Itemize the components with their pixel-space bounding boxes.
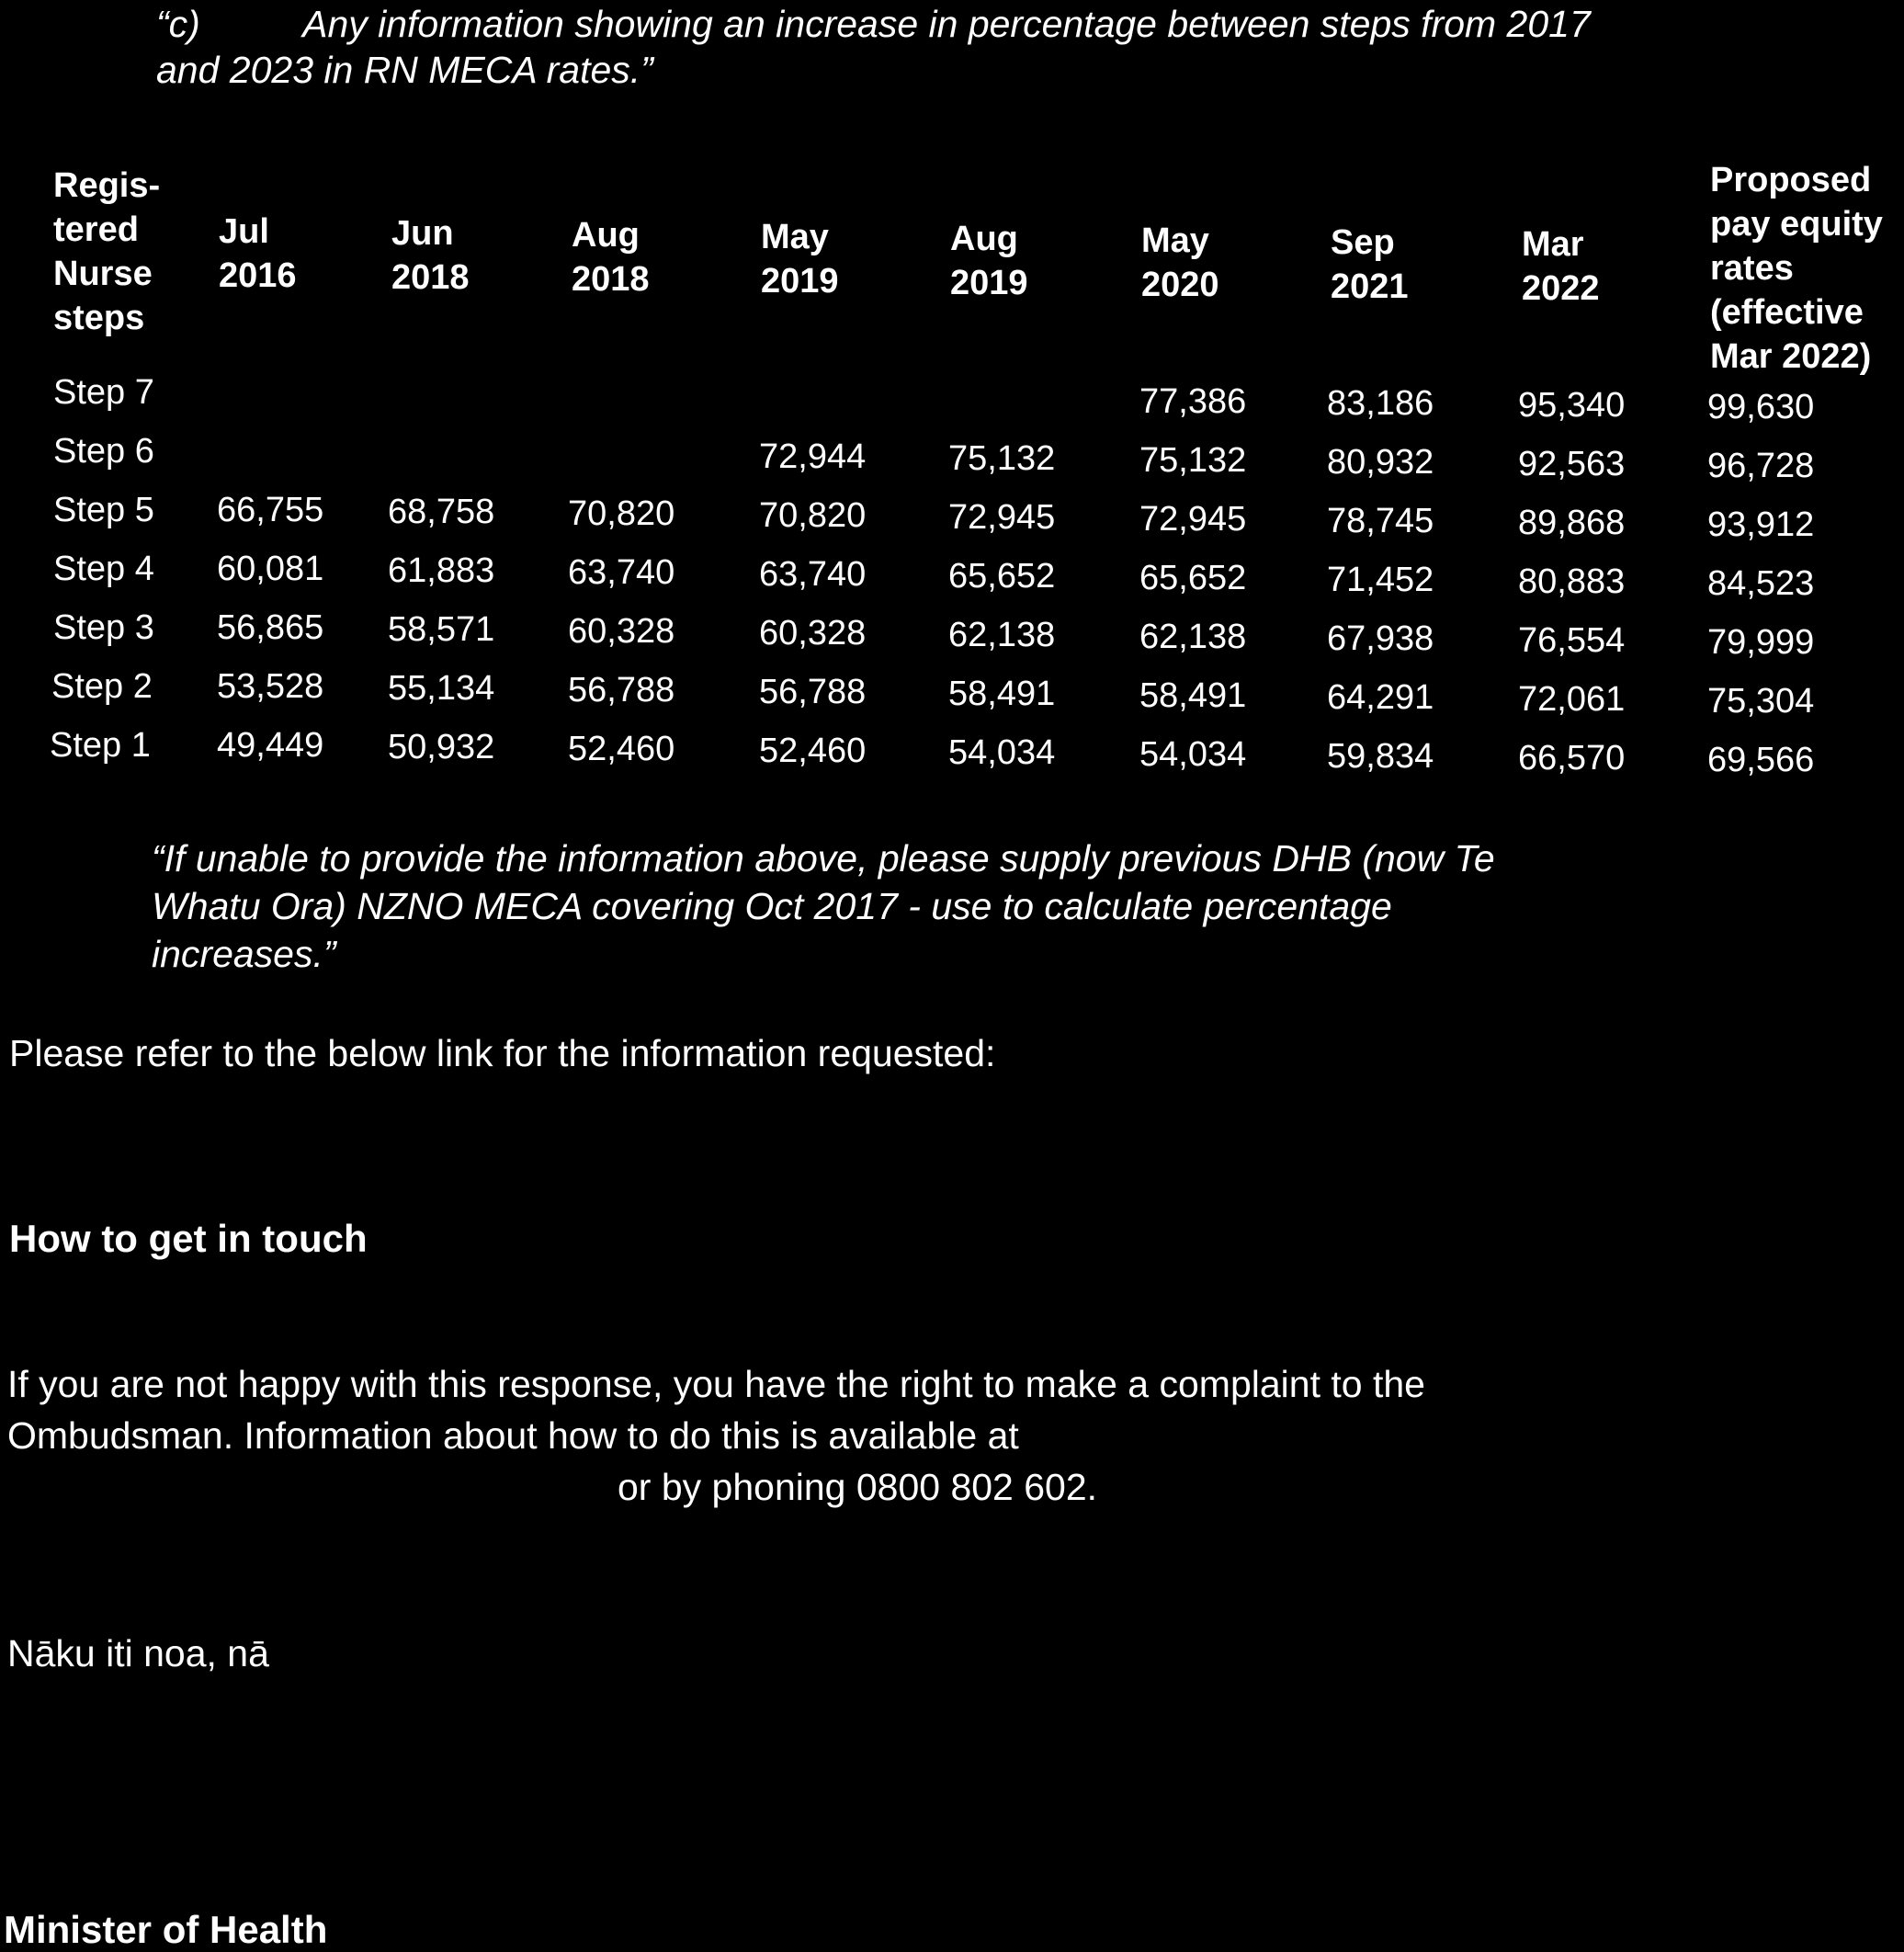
table-cell: 54,034 [948, 733, 1056, 772]
column-header-jul-2016 [219, 210, 297, 298]
request-note-line3: increases.” [152, 933, 336, 975]
table-cell: 62,138 [1139, 618, 1247, 656]
step-label: Step 5 [53, 491, 154, 529]
table-cell: 63,740 [759, 555, 867, 594]
step-label: Step 2 [51, 667, 153, 706]
complaint-line2: Ombudsman. Information about how to do this is available at [7, 1414, 1019, 1457]
column-header-line: 2019 [950, 264, 1028, 302]
column-header-line: (effective [1710, 293, 1864, 332]
table-cell: 75,132 [1139, 441, 1247, 480]
column-header-line: 2021 [1331, 267, 1409, 306]
row-header-line: steps [53, 299, 145, 337]
signoff: Nāku iti noa, nā [7, 1632, 269, 1674]
table-cell: 52,460 [759, 732, 867, 770]
column-header-proposed [1710, 158, 1883, 379]
column-header-line: pay equity [1710, 205, 1883, 244]
table-cell: 80,883 [1518, 562, 1626, 601]
table-cell: 54,034 [1139, 735, 1247, 774]
table-cell: 75,304 [1707, 682, 1815, 721]
column-header-line: rates [1710, 249, 1794, 288]
table-cell: 56,788 [568, 671, 675, 709]
step-label: Step 3 [53, 608, 154, 647]
table-cell: 72,061 [1518, 680, 1626, 719]
column-header-may-2020 [1141, 219, 1219, 307]
table-cell: 84,523 [1707, 564, 1815, 603]
column-header-line: 2018 [391, 258, 470, 297]
column-header-line: May [761, 218, 829, 256]
table-cell: 55,134 [388, 669, 495, 708]
column-header-line: May [1141, 221, 1209, 260]
table-cell: 70,820 [568, 494, 675, 533]
table-cell: 72,945 [948, 498, 1056, 537]
table-cell: 70,820 [759, 496, 867, 535]
column-header-may-2019 [761, 215, 839, 303]
table-cell: 72,945 [1139, 500, 1247, 539]
table-cell: 66,570 [1518, 739, 1626, 777]
table-cell: 77,386 [1139, 382, 1247, 421]
column-header-line: 2018 [572, 260, 650, 299]
request-note-line2: Whatu Ora) NZNO MECA covering Oct 2017 - use to calculate percentage [152, 885, 1392, 927]
row-header-line: Nurse [53, 255, 153, 293]
column-header-line: Mar 2022) [1710, 337, 1872, 376]
table-cell: 96,728 [1707, 447, 1815, 485]
table-cell: 68,758 [388, 493, 495, 531]
table-cell: 61,883 [388, 551, 495, 590]
table-cell: 93,912 [1707, 505, 1815, 544]
table-cell: 49,449 [217, 726, 324, 765]
column-header-jun-2018 [391, 211, 470, 300]
table-cell: 56,865 [217, 608, 324, 647]
column-header-line: Mar [1522, 225, 1584, 264]
step-label: Step 1 [50, 726, 151, 765]
request-c-line1: Any information showing an increase in percentage between steps from 2017 [302, 3, 1591, 45]
row-header-line: Regis- [53, 166, 161, 205]
column-header-sep-2021 [1331, 221, 1409, 309]
table-cell: 78,745 [1327, 502, 1434, 540]
column-header-line: 2020 [1141, 266, 1219, 304]
table-cell: 60,328 [759, 614, 867, 653]
table-cell: 53,528 [217, 667, 324, 706]
complaint-line3: or by phoning 0800 802 602. [618, 1466, 1098, 1508]
table-cell: 67,938 [1327, 619, 1434, 658]
table-cell: 65,652 [948, 557, 1056, 596]
request-c-line2: and 2023 in RN MECA rates.” [156, 49, 653, 91]
row-header-line: tered [53, 210, 139, 249]
table-cell: 64,291 [1327, 678, 1434, 717]
table-cell: 58,571 [388, 610, 495, 649]
contact-heading: How to get in touch [9, 1217, 368, 1260]
table-cell: 80,932 [1327, 443, 1434, 482]
column-header-line: Aug [950, 220, 1018, 258]
column-header-line: Jul [219, 212, 269, 251]
table-cell: 50,932 [388, 728, 495, 766]
table-cell: 63,740 [568, 553, 675, 592]
table-cell: 95,340 [1518, 386, 1626, 425]
table-cell: 66,755 [217, 491, 324, 529]
table-cell: 75,132 [948, 439, 1056, 478]
signatory-title: Minister of Health [4, 1908, 328, 1951]
column-header-line: 2019 [761, 262, 839, 301]
table-cell: 69,566 [1707, 741, 1815, 779]
table-cell: 52,460 [568, 730, 675, 768]
table-cell: 56,788 [759, 673, 867, 711]
column-header-aug-2018 [572, 213, 650, 301]
table-cell: 71,452 [1327, 561, 1434, 599]
table-cell: 72,944 [759, 437, 867, 476]
table-cell: 62,138 [948, 616, 1056, 654]
table-cell: 99,630 [1707, 388, 1815, 426]
step-label: Step 4 [53, 550, 154, 588]
column-header-aug-2019 [950, 217, 1028, 305]
column-header-line: 2022 [1522, 269, 1600, 308]
table-cell: 60,328 [568, 612, 675, 651]
column-header-line: Jun [391, 214, 454, 253]
request-c [156, 0, 1591, 48]
row-header [53, 164, 160, 340]
step-label: Step 6 [53, 432, 154, 471]
request-c-prefix: “c) [156, 3, 200, 45]
table-cell: 92,563 [1518, 445, 1626, 483]
table-cell: 83,186 [1327, 384, 1434, 423]
column-header-line: Sep [1331, 223, 1395, 262]
step-label: Step 7 [53, 373, 154, 412]
table-cell: 58,491 [1139, 676, 1247, 715]
complaint-line1: If you are not happy with this response, you have the right to make a complaint to the [7, 1363, 1425, 1405]
column-header-line: Aug [572, 216, 640, 255]
table-cell: 89,868 [1518, 504, 1626, 542]
table-cell: 79,999 [1707, 623, 1815, 662]
column-header-line: Proposed [1710, 161, 1872, 199]
refer-text: Please refer to the below link for the information requested: [9, 1032, 996, 1074]
table-cell: 65,652 [1139, 559, 1247, 597]
table-cell: 60,081 [217, 550, 324, 588]
table-cell: 59,834 [1327, 737, 1434, 776]
table-cell: 76,554 [1518, 621, 1626, 660]
table-cell: 58,491 [948, 675, 1056, 713]
column-header-line: 2016 [219, 256, 297, 295]
column-header-mar-2022 [1522, 222, 1600, 311]
request-note-line1: “If unable to provide the information above, please supply previous DHB (now Te [152, 837, 1495, 880]
